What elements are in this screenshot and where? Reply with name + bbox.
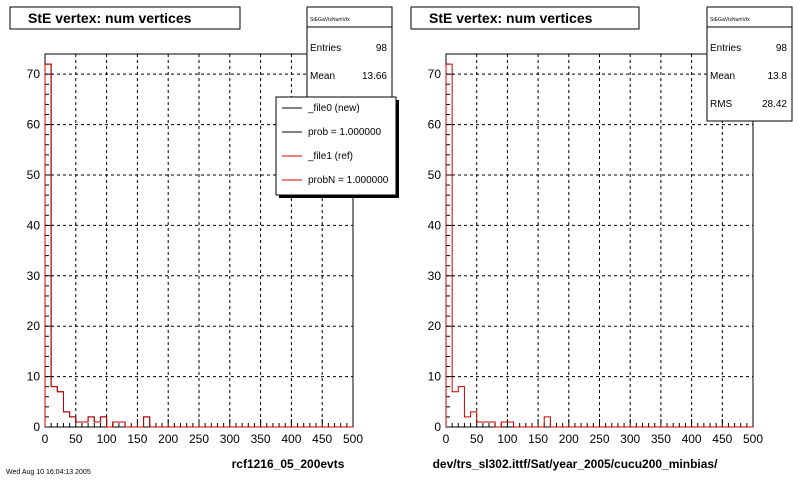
legend-label: probN = 1.000000 xyxy=(308,175,389,186)
x-tick-label: 450 xyxy=(712,432,733,446)
y-tick-label: 10 xyxy=(26,369,40,384)
y-tick-label: 40 xyxy=(26,218,40,233)
chart-title: StE vertex: num vertices xyxy=(429,10,593,26)
x-tick-label: 150 xyxy=(127,432,148,446)
legend-label: _file0 (new) xyxy=(308,103,360,114)
y-tick-label: 0 xyxy=(33,420,40,434)
x-tick-label: 350 xyxy=(650,432,671,446)
stats-label: Entries xyxy=(310,43,342,54)
stats-value: 28.42 xyxy=(761,99,787,110)
y-tick-label: 30 xyxy=(26,268,40,283)
x-tick-label: 200 xyxy=(558,432,579,446)
y-tick-label: 50 xyxy=(427,167,441,182)
y-tick-label: 50 xyxy=(26,167,40,182)
y-tick-label: 20 xyxy=(427,319,441,334)
histogram-panel-1 xyxy=(10,7,399,471)
y-tick-label: 10 xyxy=(427,369,441,384)
x-tick-label: 0 xyxy=(442,432,450,446)
histogram-panel-2 xyxy=(411,7,792,471)
y-tick-label: 60 xyxy=(26,117,40,132)
y-tick-label: 70 xyxy=(427,67,441,82)
x-tick-label: 150 xyxy=(528,432,549,446)
chart-title: StE vertex: num vertices xyxy=(28,10,192,26)
x-tick-label: 100 xyxy=(497,432,518,446)
y-tick-label: 70 xyxy=(26,67,40,82)
x-tick-label: 300 xyxy=(620,432,641,446)
timestamp: Wed Aug 10 16:04:13 2005 xyxy=(6,469,91,476)
stats-value: 13.66 xyxy=(361,71,387,82)
stats-value: 98 xyxy=(775,43,787,54)
stats-name: StEGaVtxNumVtx xyxy=(310,17,350,23)
x-tick-label: 0 xyxy=(41,432,49,446)
x-tick-label: 350 xyxy=(250,432,271,446)
stats-label: Entries xyxy=(710,43,742,54)
y-tick-label: 20 xyxy=(26,319,40,334)
stats-value: 98 xyxy=(375,43,387,54)
stats-label: RMS xyxy=(710,99,733,110)
x-tick-label: 100 xyxy=(96,432,117,446)
y-tick-label: 60 xyxy=(427,117,441,132)
x-tick-label: 450 xyxy=(312,432,333,446)
x-tick-label: 400 xyxy=(281,432,302,446)
footer-label: rcf1216_05_200evts xyxy=(231,457,345,471)
x-tick-label: 50 xyxy=(69,432,83,446)
x-tick-label: 500 xyxy=(742,432,764,446)
legend-label: _file1 (ref) xyxy=(308,151,354,162)
footer-label: dev/trs_sl302.ittf/Sat/year_2005/cucu200_minbias/ xyxy=(432,457,718,471)
x-tick-label: 300 xyxy=(219,432,240,446)
x-tick-label: 50 xyxy=(470,432,484,446)
legend-label: prob = 1.000000 xyxy=(308,127,382,138)
stats-value: 13.8 xyxy=(767,71,787,82)
x-tick-label: 200 xyxy=(158,432,179,446)
y-tick-label: 0 xyxy=(434,420,441,434)
x-tick-label: 250 xyxy=(589,432,610,446)
y-tick-label: 30 xyxy=(427,268,441,283)
stats-label: Mean xyxy=(710,71,736,82)
x-tick-label: 500 xyxy=(342,432,364,446)
stats-label: Mean xyxy=(310,71,336,82)
stats-name: StEGaVtxNumVtx xyxy=(710,17,750,23)
x-tick-label: 250 xyxy=(188,432,210,446)
x-tick-label: 400 xyxy=(681,432,702,446)
y-tick-label: 40 xyxy=(427,218,441,233)
